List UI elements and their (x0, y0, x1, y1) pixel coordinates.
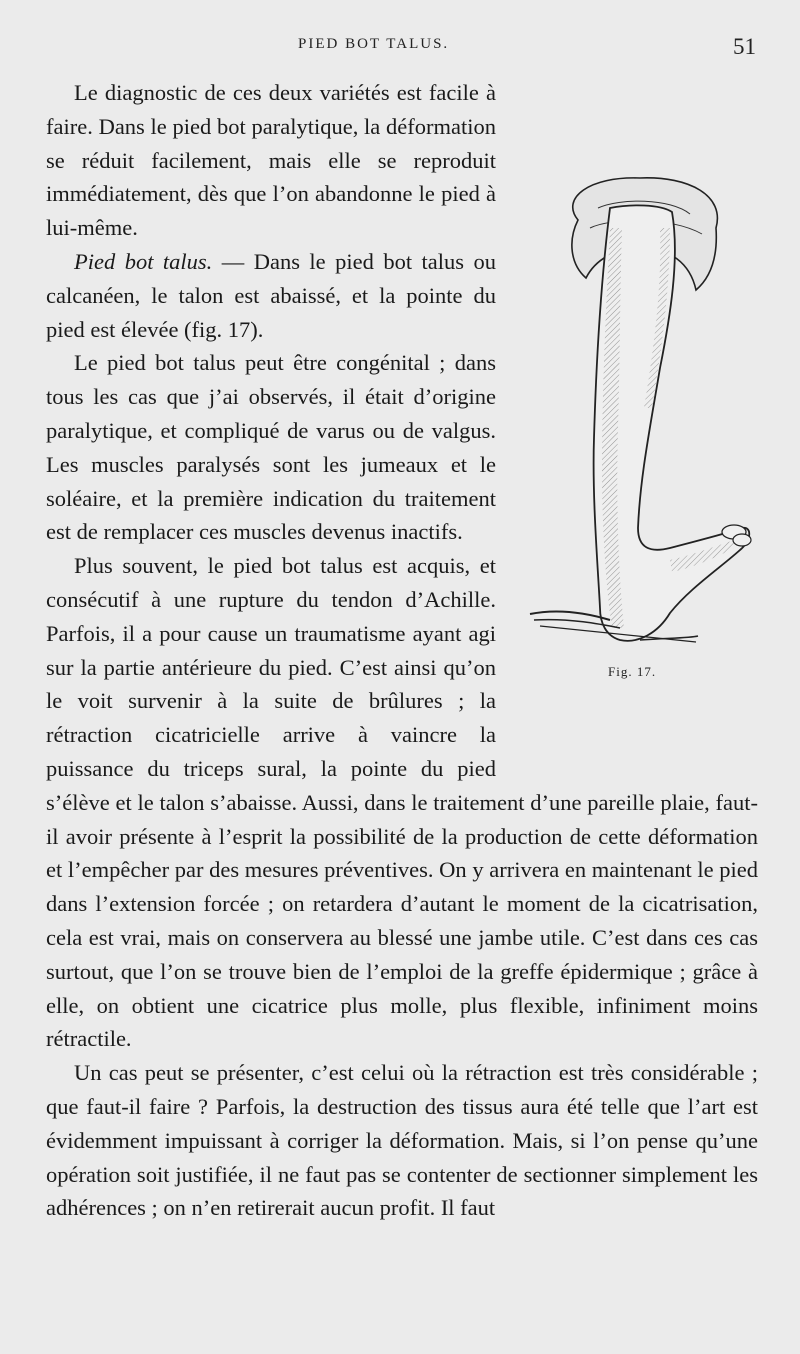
paragraph-text: Plus souvent, le pied bot talus est acquis, et consécutif à une rupture du tendon d’Achille. Parfois, il a pour cause un traumatisme ayant agi sur la partie antérieure du pied. C’est ainsi qu’on le voit survenir à la suite de brûlures ; la rétraction cicatricielle arrive à vaincre la puissance du triceps sural, la pointe du pied s’élève et le talon s’abaisse. Aussi, dans le traitement d’une pareille plaie, faut-il avoir présente à l’esprit la possibilité de la production de cette déformation et l’empêcher par des mesures préventives. On y arrivera en maintenant le pied dans l’extension forcée ; on retardera d’autant le moment de la cicatrisation, cela est vrai, mais on conservera au blessé une jambe utile. C’est dans ces cas surtout, que l’on se trouve bien de l’emploi de la greffe épidermique ; grâce à elle, on obtient une cicatrice plus molle, plus flexible, infiniment moins rétractile. (46, 553, 758, 1052)
paragraph-text: Le diagnostic de ces deux variétés est facile à faire. Dans le pied bot paralytique, la déformation se réduit facilement, mais elle se reproduit immédiatement, dès que l’on abandonne le pied à lui-même. (46, 80, 496, 241)
page-header (0, 34, 800, 68)
paragraph-text: Un cas peut se présenter, c’est celui où la rétraction est très considérable ; que faut-il faire ? Parfois, la destruction des tissus aura été telle que l’art est évidemment impuissant à corriger la déformation. Mais, si l’on pense qu’une opération soit justifiée, il ne faut pas se contenter de sectionner simplement les adhérences ; on n’en retirerait aucun profit. Il faut (46, 1060, 758, 1221)
leg-foot-illustration-icon (520, 168, 756, 658)
section-term: Pied bot talus. (74, 248, 213, 274)
paragraph-cas (46, 1056, 758, 1225)
paragraph-text: — Dans le pied bot talus ou calcanéen, le talon est abaissé, et la pointe du pied est élevée (fig. 17). (46, 248, 496, 342)
figure-17 (520, 168, 756, 698)
page-number: 51 (733, 34, 756, 59)
figure-caption: Fig. 17. (608, 664, 657, 679)
running-title: PIED BOT TALUS. (298, 36, 450, 52)
paragraph-text: Le pied bot talus peut être congénital ; dans tous les cas que j’ai observés, il était d’origine paralytique, et compliqué de varus ou de valgus. Les muscles paralysés sont les jumeaux et le soléaire, et la première indication du traitement est de remplacer ces muscles devenus inactifs. (46, 350, 496, 545)
